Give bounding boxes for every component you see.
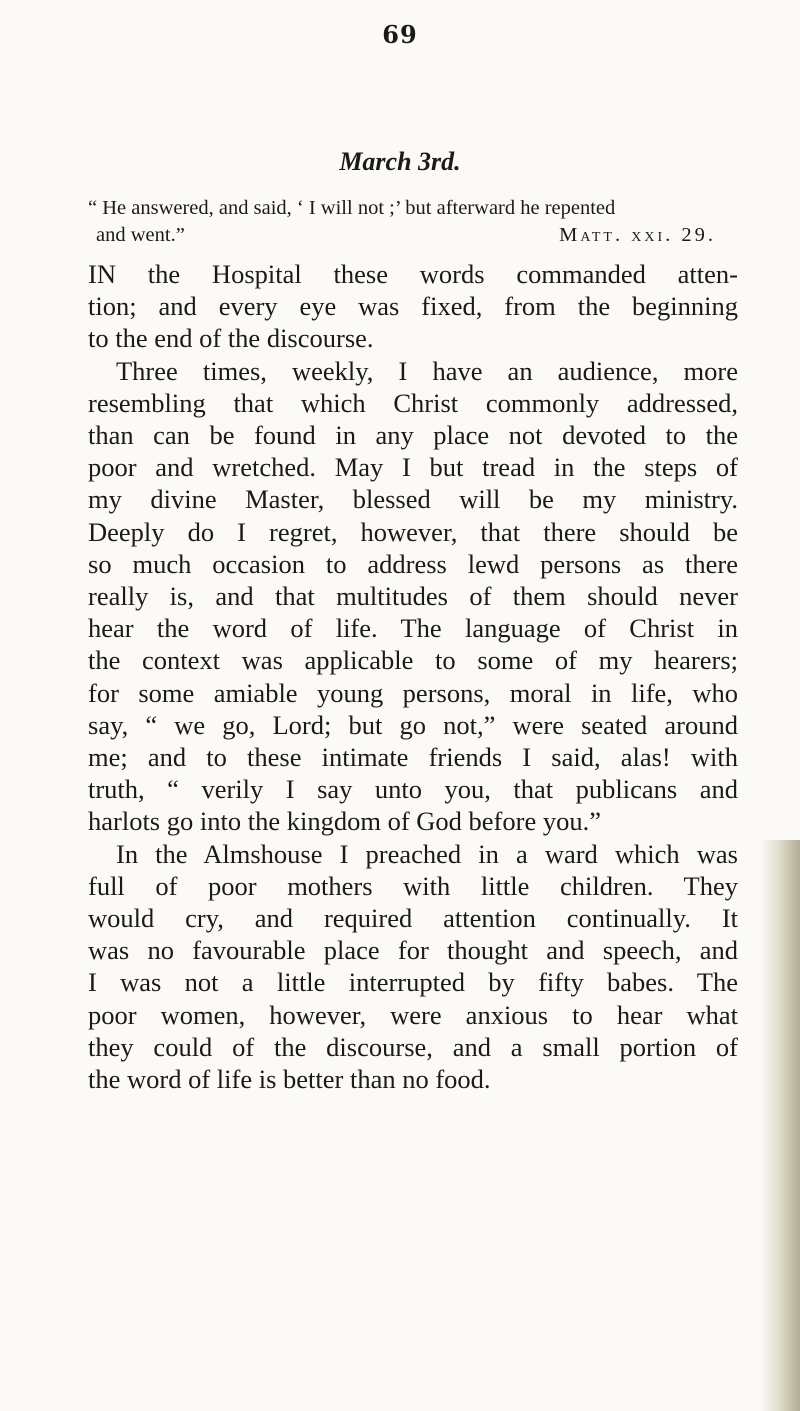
text-line: say, “ we go, Lord; but go not,” were seated around [88,709,738,740]
scripture-reference: Matt. xxi. 29. [559,224,716,246]
date-heading: March 3rd. [339,147,461,176]
paragraph-1 [88,258,738,355]
text-line: In the Almshouse I preached in a ward which was [116,838,738,869]
page-edge-shadow [760,840,800,1411]
epigraph [88,195,738,249]
text-line: they could of the discourse, and a small portion of [88,1031,738,1062]
epigraph-line-1: “ He answered, and said, ‘ I will not ;’ but afterward he repented [88,197,616,219]
text-line: truth, “ verily I say unto you, that publicans and [88,774,738,805]
text-line: resembling that which Christ commonly addressed, [88,387,738,418]
text-line: so much occasion to address lewd persons as there [88,548,738,579]
text-line: tion; and every eye was fixed, from the beginning [88,291,738,322]
text-line: Three times, weekly, I have an audience, more [116,355,738,386]
text-line: full of poor mothers with little children. They [88,870,738,901]
text-line: the context was applicable to some of my hearers; [88,645,738,676]
text-line: than can be found in any place not devoted to the [88,420,738,451]
text-line: poor and wretched. May I but tread in the steps of [88,452,738,483]
page-number: 69 [382,20,418,49]
text-line: I was not a little interrupted by fifty babes. The [88,967,738,998]
epigraph-line-2: and went.” [96,224,185,246]
text-line: for some amiable young persons, moral in life, who [88,677,738,708]
paragraph-3 [88,838,738,1096]
epigraph-line-2-row [88,222,738,249]
text-line: Deeply do I regret, however, that there should be [88,516,738,547]
text-line: would cry, and required attention continually. It [88,903,738,934]
text-line: hear the word of life. The language of Christ in [88,613,738,644]
text-line: poor women, however, were anxious to hear what [88,999,738,1030]
paragraph-2 [88,355,738,838]
text-line: really is, and that multitudes of them should never [88,581,738,612]
text-line: was no favourable place for thought and speech, and [88,935,738,966]
text-line: my divine Master, blessed will be my ministry. [88,484,738,515]
text-line: me; and to these intimate friends I said, alas! with [88,742,738,773]
text-line: to the end of the discourse. [88,323,374,354]
text-line: the word of life is better than no food. [88,1064,491,1095]
body-text [88,258,738,1095]
text-line: IN the Hospital these words commanded atten- [88,259,738,289]
text-line: harlots go into the kingdom of God before you.” [88,806,601,837]
